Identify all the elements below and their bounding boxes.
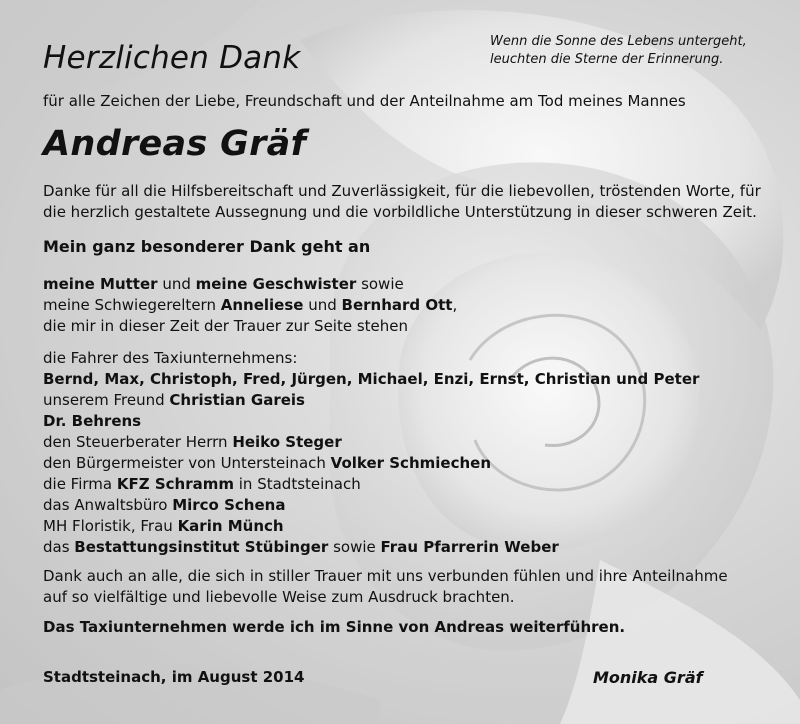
firm-suffix: in Stadtsteinach	[234, 475, 361, 493]
tax-name: Heiko Steger	[232, 433, 342, 451]
law-name: Mirco Schena	[172, 496, 286, 514]
thanks-line-2: die herzlich gestaltete Aussegnung und die vorbildliche Unterstützung in dieser schweren Zeit.	[43, 203, 757, 221]
florist-prefix: MH Floristik, Frau	[43, 517, 178, 535]
firm-name: KFZ Schramm	[116, 475, 234, 493]
tax-prefix: den Steuerberater Herrn	[43, 433, 233, 451]
florist-name: Karin Münch	[177, 517, 284, 535]
closing-line-1: Dank auch an alle, die sich in stiller Trauer mit uns verbunden fühlen und ihre Anteilnahme	[43, 567, 728, 585]
tax-advisor-line	[43, 432, 763, 453]
friend-line	[43, 390, 763, 411]
pastor-name: Frau Pfarrerin Weber	[380, 538, 559, 556]
drivers-intro: die Fahrer des Taxiunternehmens:	[43, 349, 298, 367]
family-line-1	[43, 274, 763, 295]
firm-line	[43, 474, 763, 495]
law-prefix: das Anwaltsbüro	[43, 496, 173, 514]
family-line-2	[43, 295, 763, 316]
funeral-line	[43, 537, 763, 558]
motto-line-1: Wenn die Sonne des Lebens untergeht,	[490, 34, 747, 49]
mayor-line	[43, 453, 763, 474]
signature-name: Monika Gräf	[593, 668, 703, 687]
special-thanks-heading: Mein ganz besonderer Dank geht an	[43, 237, 371, 256]
motto-quote	[490, 33, 790, 69]
friend-name: Christian Gareis	[169, 391, 305, 409]
firm-prefix: die Firma	[43, 475, 117, 493]
sowie-text: sowie	[356, 275, 404, 293]
closing-paragraph	[43, 566, 783, 608]
mayor-name: Volker Schmiechen	[330, 454, 491, 472]
drivers-names	[43, 369, 763, 390]
thanks-line-1: Danke für all die Hilfsbereitschaft und Zuverlässigkeit, für die liebevollen, tröstenden Worte, für	[43, 182, 761, 200]
others-thanks-list	[43, 348, 763, 558]
notice-heading: Herzlichen Dank	[43, 40, 301, 76]
motto-line-2: leuchten die Sterne der Erinnerung.	[490, 52, 724, 67]
siblings-label: meine Geschwister	[195, 275, 357, 293]
closing-line-2: auf so vielfältige und liebevolle Weise zum Ausdruck brachten.	[43, 588, 515, 606]
doctor-line	[43, 411, 763, 432]
law-office-line	[43, 495, 763, 516]
anneliese-name: Anneliese	[220, 296, 304, 314]
doctor-name: Dr. Behrens	[43, 412, 142, 430]
inlaws-prefix: meine Schwiegereltern	[43, 296, 221, 314]
intro-text: für alle Zeichen der Liebe, Freundschaft und der Anteilnahme am Tod meines Mannes	[43, 92, 686, 110]
funeral-name: Bestattungsinstitut Stübinger	[74, 538, 329, 556]
business-statement: Das Taxiunternehmen werde ich im Sinne von Andreas weiterführen.	[43, 618, 626, 636]
place-date: Stadtsteinach, im August 2014	[43, 668, 305, 686]
family-thanks-list	[43, 274, 763, 337]
florist-line	[43, 516, 763, 537]
mother-label: meine Mutter	[43, 275, 158, 293]
friend-prefix: unserem Freund	[43, 391, 170, 409]
comma-text: ,	[452, 296, 458, 314]
funeral-prefix: das	[43, 538, 75, 556]
drivers-names-text: Bernd, Max, Christoph, Fred, Jürgen, Michael, Enzi, Ernst, Christian und Peter	[43, 370, 700, 388]
thanks-paragraph	[43, 181, 783, 223]
and-text: und	[157, 275, 196, 293]
mayor-prefix: den Bürgermeister von Untersteinach	[43, 454, 331, 472]
bernhard-name: Bernhard Ott	[341, 296, 453, 314]
family-line-3: die mir in dieser Zeit der Trauer zur Seite stehen	[43, 317, 409, 335]
deceased-name: Andreas Gräf	[43, 124, 307, 164]
funeral-mid: sowie	[328, 538, 381, 556]
und-text: und	[303, 296, 342, 314]
